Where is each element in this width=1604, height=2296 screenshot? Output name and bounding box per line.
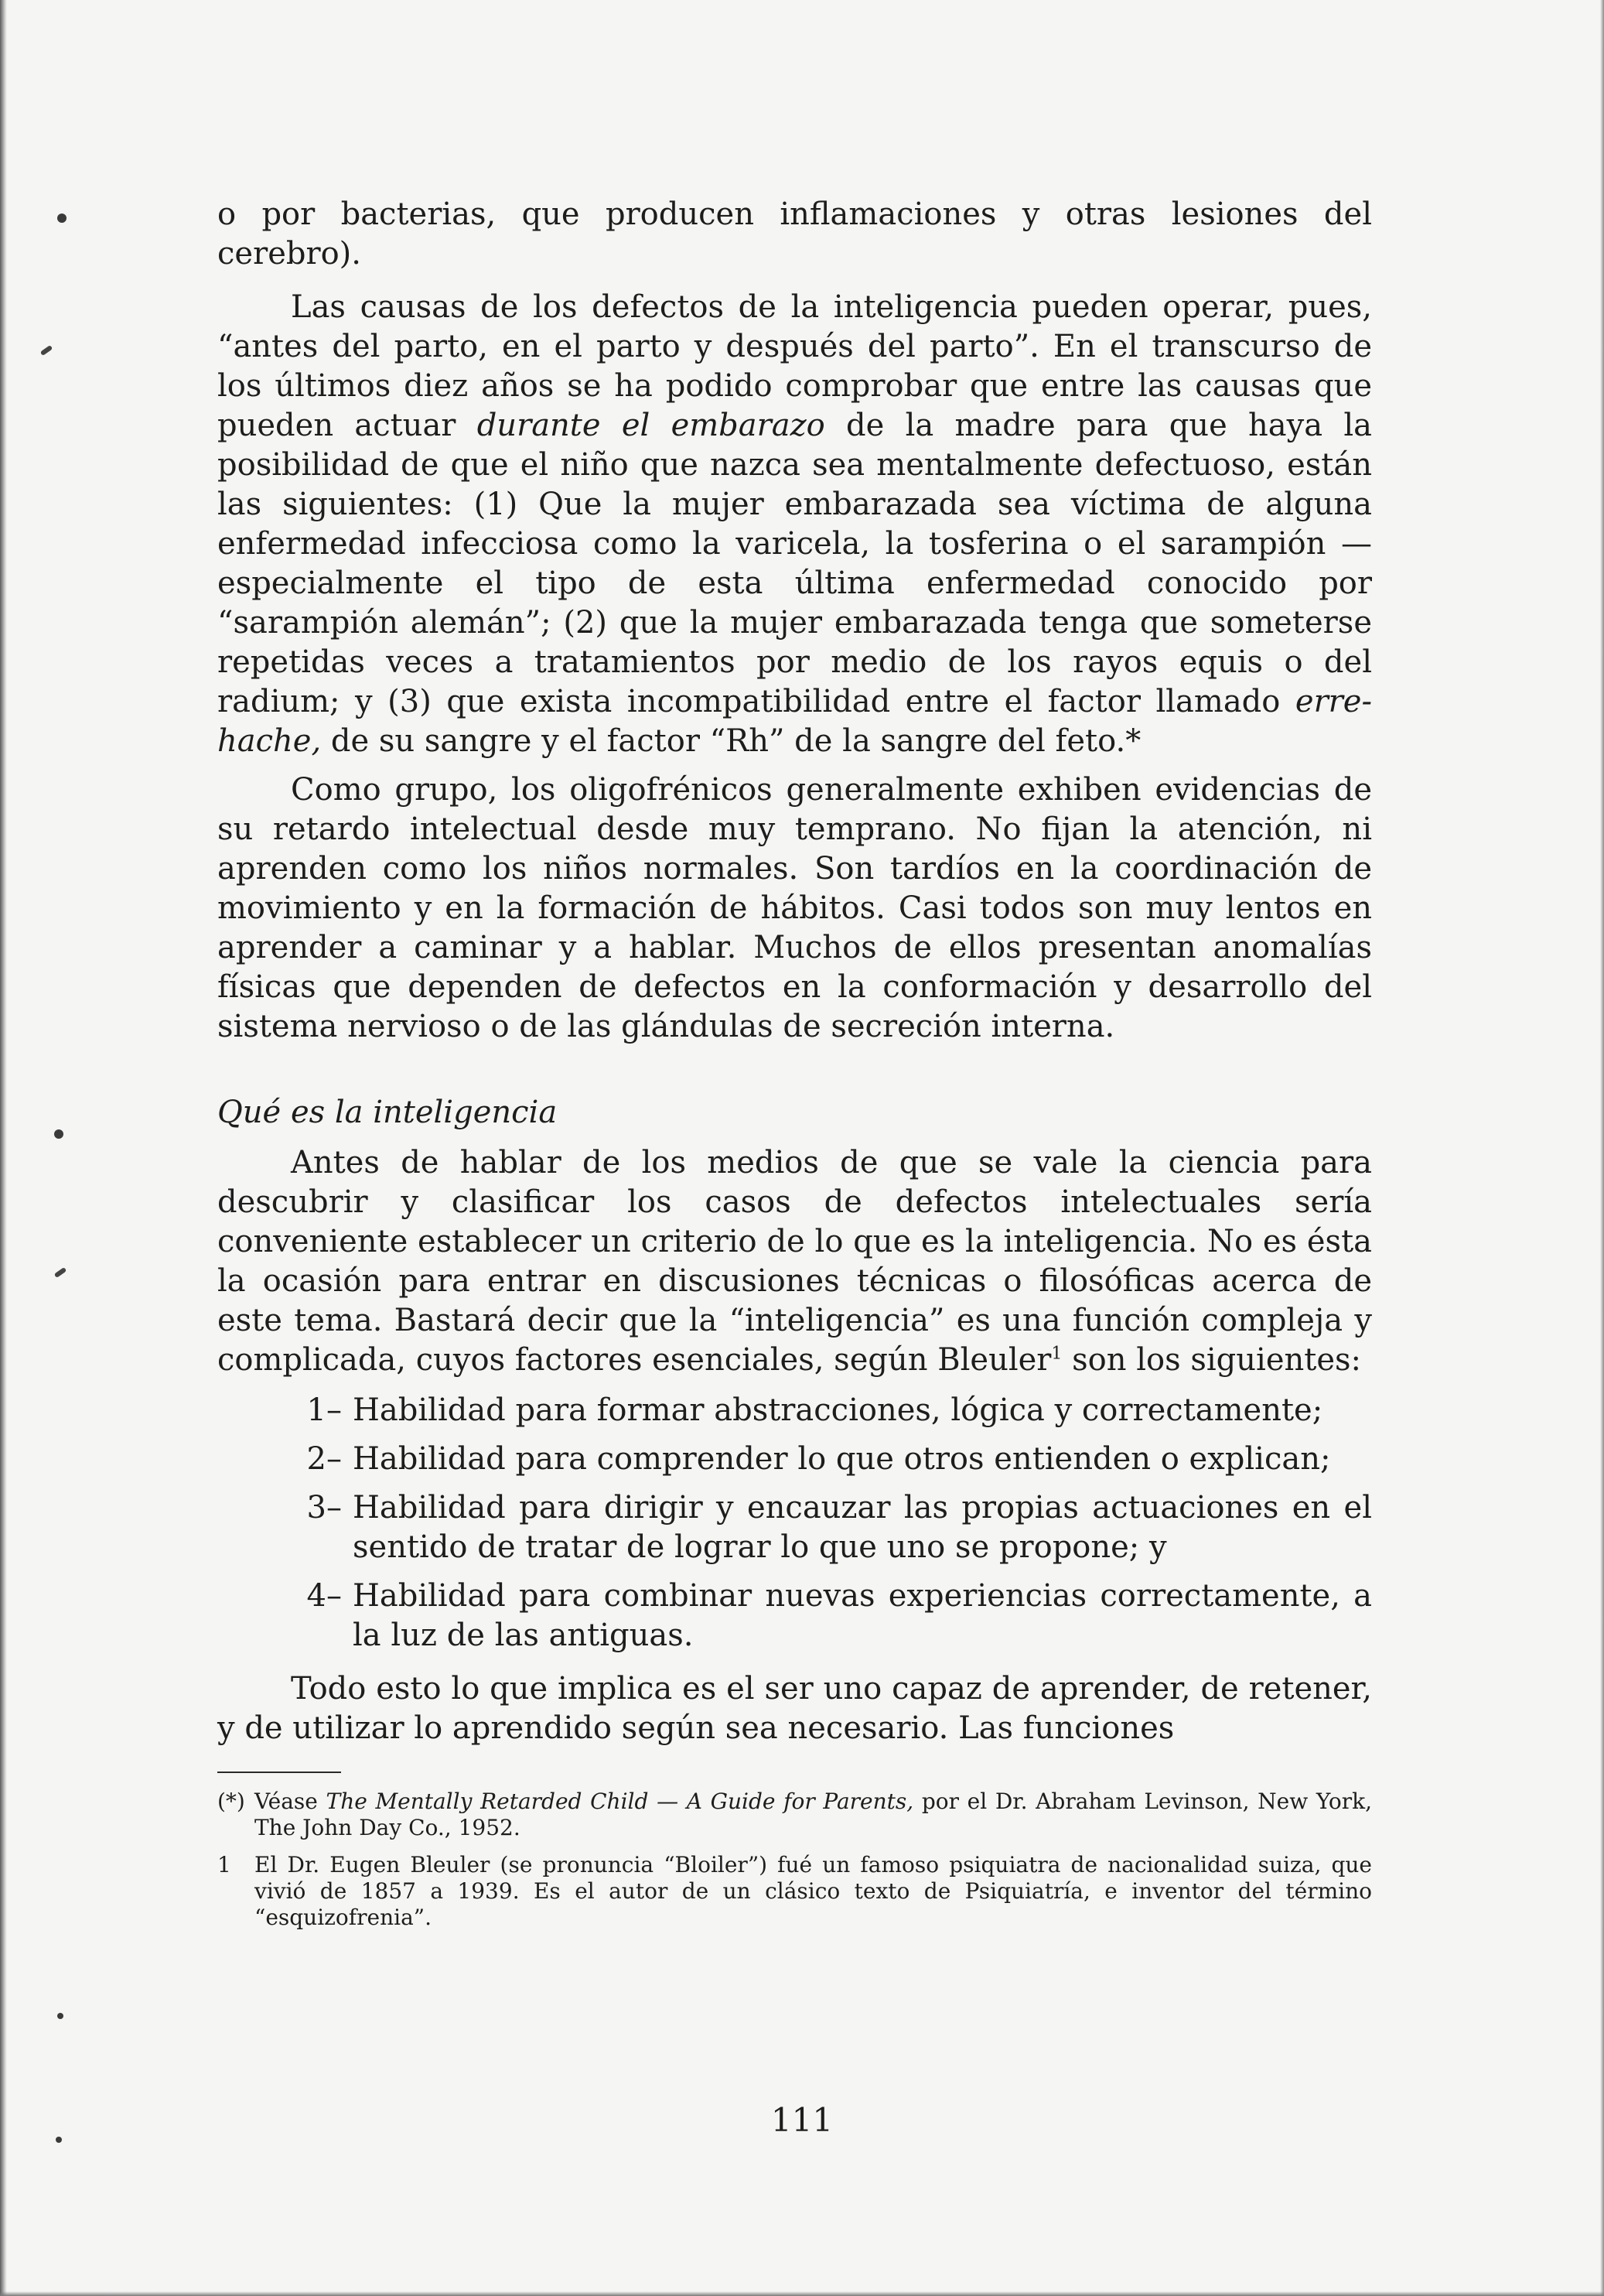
list-item-text: Habilidad para dirigir y encauzar las propias actuaciones en el sentido de tratar de lograr lo que uno se propone; y (353, 1490, 1372, 1565)
paragraph-intelligence-text-a: Antes de hablar de los medios de que se vale la ciencia para descubrir y clasificar los casos de defectos intelectuales sería conveniente establecer un criterio de lo que es la inteligencia. No es ésta la ocasión para entrar en discusiones técnicas o filosóficas acerca de este tema. Bastará decir que la “inteligencia” es una función compleja y complicada, cuyos factores esenciales, según Bleuler (217, 1145, 1372, 1378)
list-item (217, 1577, 1372, 1655)
footnotes (217, 1789, 1372, 1931)
section-heading: Qué es la inteligencia (217, 1095, 558, 1130)
paragraph-causes-text-a: Las causas de los defectos de la inteligencia pueden operar, pues, “antes del parto, en el parto y después del parto”. En el transcurso de los últimos diez años se ha podido comprobar que entre las causas que pueden actuar (217, 289, 1372, 443)
list-item-number: 3– (306, 1490, 342, 1526)
page-left-edge-shadow (0, 0, 7, 2296)
footnote-book-title: The Mentally Retarded Child — A Guide for Parents, (326, 1789, 914, 1814)
scan-speck (54, 1267, 67, 1278)
footnote-divider (217, 1772, 341, 1773)
list-item (217, 1440, 1372, 1479)
scan-speck (57, 2013, 63, 2019)
page-bottom-edge-shadow (0, 2291, 1604, 2296)
list-item (217, 1391, 1372, 1430)
list-item-text: Habilidad para combinar nuevas experiencias correctamente, a la luz de las antiguas. (353, 1578, 1372, 1653)
paragraph-causes (217, 288, 1372, 761)
scan-speck (57, 214, 67, 223)
paragraph-intelligence-text-b: son los siguientes: (1062, 1342, 1362, 1378)
footnote-item (217, 1789, 1372, 1841)
list-item-text: Habilidad para comprender lo que otros entienden o explican; (353, 1441, 1331, 1477)
paragraph-continuation: o por bacterias, que producen inflamaciones y otras lesiones del cerebro). (217, 196, 1372, 272)
footnote-item (217, 1852, 1372, 1931)
scan-speck (40, 345, 53, 356)
footnote-text-post: por el Dr. Abraham Levinson, New York, The John Day Co., 1952. (254, 1789, 1372, 1840)
footnote-text-pre: Véase (254, 1789, 326, 1814)
paragraph-oligofrenicos: Como grupo, los oligofrénicos generalmente exhiben evidencias de su retardo intelectual desde muy temprano. No fijan la atención, ni aprenden como los niños normales. Son tardíos en la coordinación de movimiento y en la formación de hábitos. Casi todos son muy lentos en aprender a caminar y a hablar. Muchos de ellos presentan anomalías físicas que dependen de defectos en la conformación y desarrollo del sistema nervioso o de las glándulas de secreción interna. (217, 772, 1372, 1044)
footnote-mark: (*) (217, 1789, 245, 1814)
list-item-text: Habilidad para formar abstracciones, lógica y correctamente; (353, 1392, 1323, 1428)
paragraph-intelligence (217, 1143, 1372, 1380)
page-body (217, 195, 1372, 1942)
list-item-number: 1– (306, 1392, 342, 1428)
footnote-reference: 1 (1051, 1344, 1063, 1364)
footnote-text: El Dr. Eugen Bleuler (se pronuncia “Bloiler”) fué un famoso psiquiatra de nacionalidad suiza, que vivió de 1857 a 1939. Es el autor de un clásico texto de Psiquiatría, e inventor del término “esquizofrenia”. (254, 1852, 1372, 1930)
footnote-text (254, 1789, 1372, 1841)
paragraph-causes-text-c: de su sangre y el factor “Rh” de la sangre del feto.* (321, 723, 1142, 759)
scan-speck (54, 1129, 63, 1139)
paragraph-causes-emphasis: durante el embarazo (476, 408, 825, 443)
paragraph-causes-emphasis-2: erre-hache, (217, 684, 1372, 759)
paragraph-causes-text-b: de la madre para que haya la posibilidad de que el niño que nazca sea mentalmente defectuoso, están las siguientes: (1) Que la mujer embarazada sea víctima de alguna enfermedad infecciosa como la varicela, la tosferina o el sarampión — especialmente el tipo de esta última enfermedad conocido por “sarampión alemán”; (2) que la mujer embarazada tenga que someterse repetidas veces a tratamientos por medio de los rayos equis o del radium; y (3) que exista incompatibilidad entre el factor llamado (217, 408, 1372, 719)
paragraph-closing: Todo esto lo que implica es el ser uno capaz de aprender, de retener, y de utilizar lo aprendido según sea necesario. Las funciones (217, 1671, 1372, 1746)
abilities-list (217, 1391, 1372, 1655)
list-item-number: 2– (306, 1441, 342, 1477)
page-right-edge-shadow (1600, 0, 1604, 2296)
footnote-mark: 1 (217, 1852, 231, 1877)
list-item (217, 1488, 1372, 1567)
list-item-number: 4– (306, 1578, 342, 1614)
page-number: 111 (770, 2101, 834, 2139)
